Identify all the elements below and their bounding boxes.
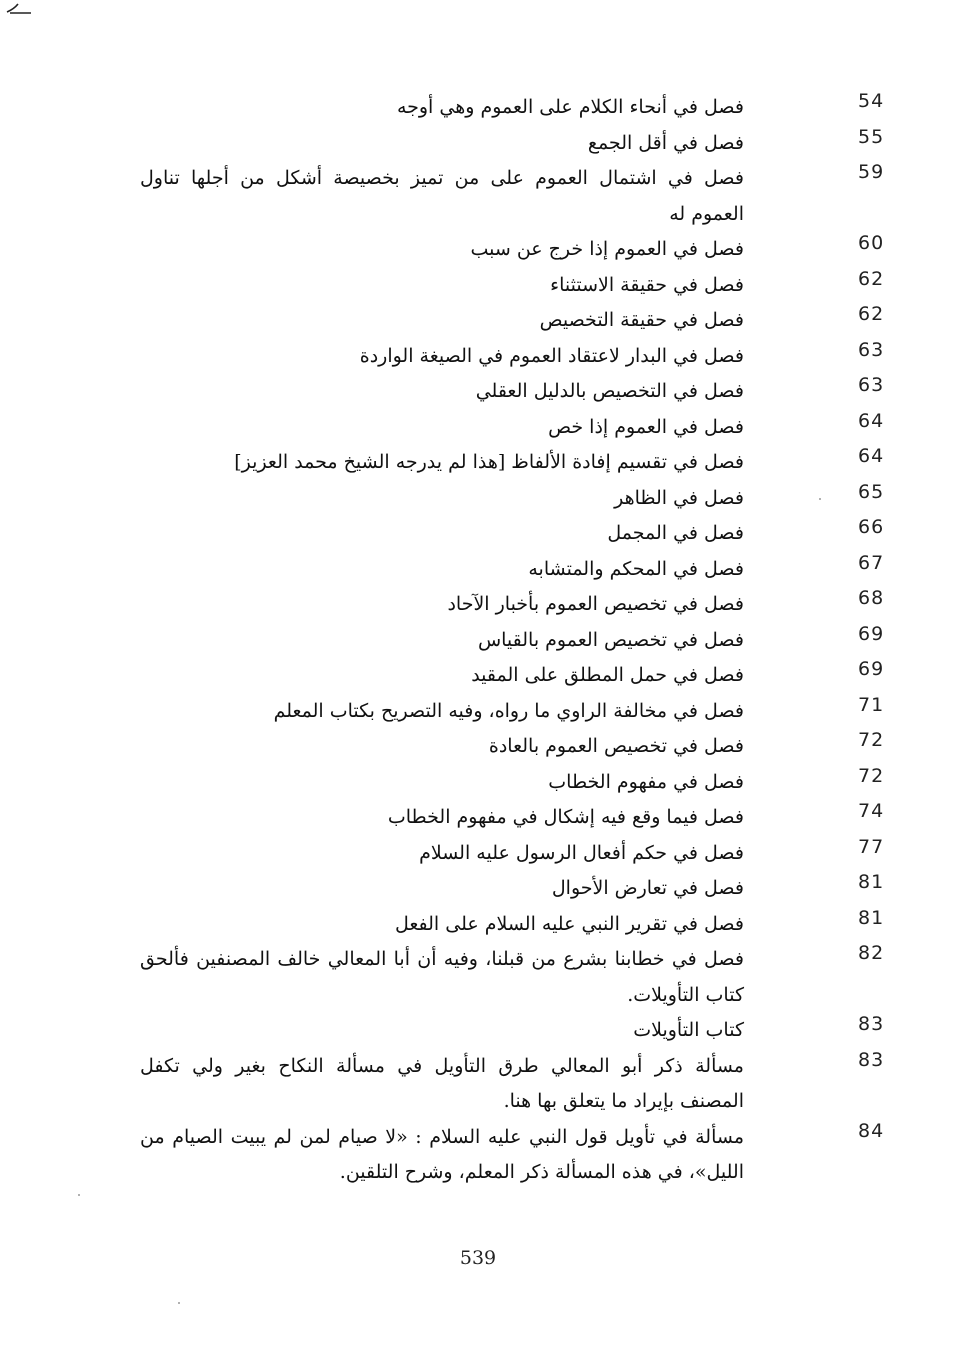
toc-page-number: 65 <box>858 480 885 503</box>
toc-entry <box>0 765 956 801</box>
toc-entry <box>0 1013 956 1049</box>
scan-speck <box>178 1302 180 1304</box>
toc-title: كتاب التأويلات <box>633 1019 744 1041</box>
toc-title: فصل فيما وقع فيه إشكال في مفهوم الخطاب <box>387 806 744 828</box>
toc-title: فصل في خطابنا بشرع من قبلنا، وفيه أن أبا المعالي خالف المصنفين فألحق كتاب التأويلات. <box>140 948 744 1006</box>
toc-entry <box>0 268 956 304</box>
corner-pen-mark <box>6 0 32 16</box>
toc-page-number: 67 <box>858 551 885 574</box>
toc-entry <box>0 445 956 481</box>
table-of-contents <box>0 90 956 1191</box>
toc-entry <box>0 623 956 659</box>
toc-page-number: 83 <box>858 1013 885 1035</box>
scan-speck <box>78 1194 80 1196</box>
toc-page-number: 64 <box>858 409 885 432</box>
toc-title: فصل في تقسيم إفادة الألفاظ [هذا لم يدرجه الشيخ محمد العزيز] <box>234 451 744 473</box>
toc-page-number: 59 <box>858 161 885 183</box>
scan-speck <box>819 498 821 500</box>
toc-entry <box>0 871 956 907</box>
toc-title: فصل في تخصيص العموم بأخبار الآحاد <box>447 593 744 615</box>
toc-title: فصل في التخصيص بالدليل العقلي <box>475 380 744 402</box>
toc-page-number: 82 <box>858 942 885 964</box>
toc-entry <box>0 942 956 1013</box>
toc-page-number: 69 <box>858 658 885 680</box>
toc-title: فصل في حمل المطلق على المقيد <box>471 664 744 686</box>
toc-title: فصل في تخصيص العموم بالقياس <box>477 628 744 651</box>
toc-entry <box>0 339 956 375</box>
toc-entry <box>0 516 956 552</box>
toc-entry <box>0 410 956 446</box>
toc-entry <box>0 232 956 268</box>
toc-title: مسألة ذكر أبو المعالي طرق التأويل في مسألة النكاح بغير ولي تكفل المصنف بإيراد ما يتعلق بها هنا. <box>140 1054 744 1112</box>
toc-page-number: 81 <box>858 871 885 893</box>
toc-page-number: 72 <box>858 764 885 787</box>
toc-title: فصل في أنحاء الكلام على العموم وهي أوجه <box>396 96 744 118</box>
toc-title: فصل في حقيقة التخصيص <box>539 309 744 331</box>
toc-page-number: 62 <box>858 267 885 290</box>
toc-entry <box>0 836 956 872</box>
toc-page-number: 72 <box>858 729 885 751</box>
toc-page-number: 55 <box>858 125 885 148</box>
toc-page-number: 60 <box>858 232 885 254</box>
toc-title: فصل في اشتمال العموم على من تميز بخصيصة أشكل من أجلها تناول العموم له <box>140 167 744 225</box>
toc-entry <box>0 907 956 943</box>
toc-entry <box>0 729 956 765</box>
toc-entry <box>0 374 956 410</box>
toc-title: فصل في مخالفة الراوي ما رواه، وفيه التصريح بكتاب المعلم <box>273 699 744 722</box>
toc-title: فصل في العموم إذا خرج عن سبب <box>470 238 744 260</box>
toc-title: فصل في تقرير النبي عليه السلام على الفعل <box>394 912 744 935</box>
toc-page-number: 66 <box>858 516 885 538</box>
toc-entry <box>0 1049 956 1120</box>
toc-title: فصل في المجمل <box>607 522 744 544</box>
toc-title: فصل في حقيقة الاستثناء <box>550 273 744 296</box>
toc-entry <box>0 800 956 836</box>
toc-entry <box>0 126 956 162</box>
toc-page-number: 62 <box>858 303 885 325</box>
toc-page-number: 68 <box>858 587 885 609</box>
toc-title: فصل في البدار لاعتقاد العموم في الصيغة الواردة <box>359 344 744 367</box>
toc-entry <box>0 161 956 232</box>
toc-entry <box>0 587 956 623</box>
toc-page-number: 71 <box>858 693 885 716</box>
toc-title: فصل في حكم أفعال الرسول عليه السلام <box>419 841 744 864</box>
toc-entry <box>0 90 956 126</box>
toc-page-number: 63 <box>858 374 885 396</box>
toc-entry <box>0 694 956 730</box>
toc-title: فصل في العموم إذا خص <box>548 415 744 438</box>
toc-entry <box>0 658 956 694</box>
toc-page-number: 83 <box>858 1048 885 1071</box>
toc-title: فصل في مفهوم الخطاب <box>548 770 744 793</box>
toc-title: فصل في تعارض الأحوال <box>551 877 744 899</box>
toc-entry <box>0 1120 956 1191</box>
toc-page-number: 64 <box>858 445 885 467</box>
toc-entry <box>0 303 956 339</box>
toc-page-number: 81 <box>858 906 885 929</box>
toc-title: فصل في تخصيص العموم بالعادة <box>488 735 744 757</box>
toc-page-number: 54 <box>858 90 885 112</box>
toc-page-number: 84 <box>858 1119 885 1142</box>
toc-title: مسألة في تأويل قول النبي عليه السلام : «لا صيام لمن لم يبيت الصيام من الليل»، في هذه المسألة ذكر المعلم، وشرح التلقين. <box>140 1125 744 1183</box>
toc-page-number: 77 <box>858 835 885 858</box>
toc-page-number: 63 <box>858 338 885 361</box>
toc-title: فصل في الظاهر <box>614 486 744 509</box>
page-number: 539 <box>459 1247 497 1269</box>
toc-page-number: 74 <box>858 800 885 822</box>
toc-title: فصل في المحكم والمتشابه <box>528 557 744 580</box>
toc-entry <box>0 481 956 517</box>
toc-entry <box>0 552 956 588</box>
toc-title: فصل في أقل الجمع <box>587 131 744 154</box>
toc-page-number: 69 <box>858 622 885 645</box>
